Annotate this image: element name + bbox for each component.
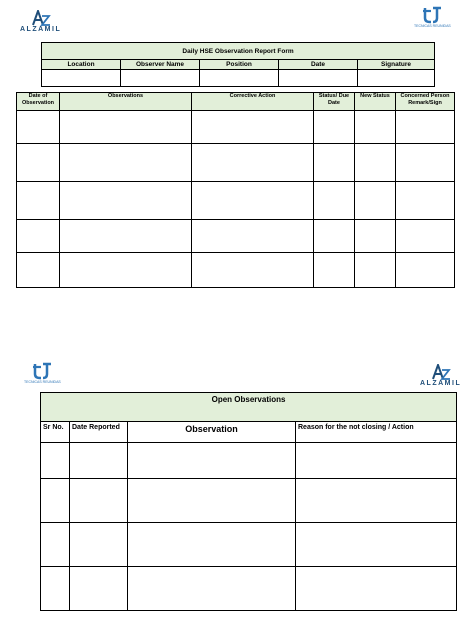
table-cell[interactable] [192,144,314,182]
table-cell[interactable] [355,111,396,144]
table-row [41,567,457,611]
table-cell[interactable] [314,182,355,220]
table-cell[interactable] [355,220,396,253]
form1-position-value[interactable] [200,70,279,87]
col-corrective-action: Corrective Action [192,93,314,111]
table-cell[interactable] [396,220,455,253]
form1-observations-table [16,92,455,288]
table-cell[interactable] [396,253,455,288]
form1-observer-name-value[interactable] [121,70,200,87]
table-cell[interactable] [70,443,128,479]
table-cell[interactable] [60,111,192,144]
form1-header-table [41,42,435,87]
table-cell[interactable] [314,253,355,288]
table-cell[interactable] [355,144,396,182]
table-cell[interactable] [314,111,355,144]
col-status-due-date: Status/ Due Date [314,93,355,111]
form1-location-value[interactable] [42,70,121,87]
alzamil-logo-text: ALZAMIL [20,26,62,33]
col-date-of-observation: Date of Observation [17,93,60,111]
col-reason-not-closing: Reason for the not closing / Action [296,422,457,443]
table-cell[interactable] [192,182,314,220]
tecnicas-reunidas-logo-2 [24,362,61,385]
form1-title: Daily HSE Observation Report Form [42,43,435,60]
az-logo-icon [31,10,51,26]
table-cell[interactable] [70,523,128,567]
tr-logo-icon [32,362,52,380]
table-cell[interactable] [314,220,355,253]
tecnicas-reunidas-logo-text-2: TECNICAS REUNIDAS [24,380,61,384]
table-cell[interactable] [17,144,60,182]
table-cell[interactable] [60,220,192,253]
table-cell[interactable] [192,111,314,144]
table-cell[interactable] [70,479,128,523]
form1-field-location: Location [42,60,121,70]
tecnicas-reunidas-logo-text: TECNICAS REUNIDAS [414,24,451,28]
table-cell[interactable] [60,182,192,220]
table-cell[interactable] [70,567,128,611]
table-cell[interactable] [60,253,192,288]
table-cell[interactable] [355,182,396,220]
table-cell[interactable] [396,111,455,144]
tr-logo-icon [422,6,442,24]
table-cell[interactable] [396,182,455,220]
form1-signature-value[interactable] [358,70,435,87]
table-cell[interactable] [355,253,396,288]
alzamil-logo [20,10,61,34]
table-cell[interactable] [192,220,314,253]
table-row [17,220,455,253]
table-row [41,479,457,523]
table-row [17,144,455,182]
table-cell[interactable] [128,567,296,611]
col-observation: Observation [128,422,296,443]
col-sr-no: Sr No. [41,422,70,443]
table-cell[interactable] [396,144,455,182]
table-cell[interactable] [296,523,457,567]
table-cell[interactable] [296,567,457,611]
form1-field-date: Date [279,60,358,70]
table-cell[interactable] [41,443,70,479]
form1-field-position: Position [200,60,279,70]
col-concerned-person: Concerned Person Remark/Sign [396,93,455,111]
table-cell[interactable] [60,144,192,182]
table-row [41,523,457,567]
table-row [17,182,455,220]
col-observations: Observations [60,93,192,111]
col-date-reported: Date Reported [70,422,128,443]
table-cell[interactable] [41,523,70,567]
table-cell[interactable] [17,111,60,144]
table-cell[interactable] [296,479,457,523]
table-cell[interactable] [128,443,296,479]
table-row [17,253,455,288]
table-cell[interactable] [41,567,70,611]
table-cell[interactable] [296,443,457,479]
form1-field-observer-name: Observer Name [121,60,200,70]
table-cell[interactable] [17,253,60,288]
open-observations-table [40,392,457,611]
az-logo-icon [431,364,451,380]
alzamil-logo-text-2: ALZAMIL [420,380,462,387]
table-cell[interactable] [192,253,314,288]
table-cell[interactable] [41,479,70,523]
col-new-status: New Status [355,93,396,111]
form2-title: Open Observations [41,393,457,422]
alzamil-logo-2 [420,364,461,388]
table-cell[interactable] [128,479,296,523]
table-cell[interactable] [128,523,296,567]
table-cell[interactable] [17,182,60,220]
form1-date-value[interactable] [279,70,358,87]
tecnicas-reunidas-logo [414,6,451,29]
form1-field-signature: Signature [358,60,435,70]
table-row [41,443,457,479]
table-cell[interactable] [314,144,355,182]
table-cell[interactable] [17,220,60,253]
table-row [17,111,455,144]
